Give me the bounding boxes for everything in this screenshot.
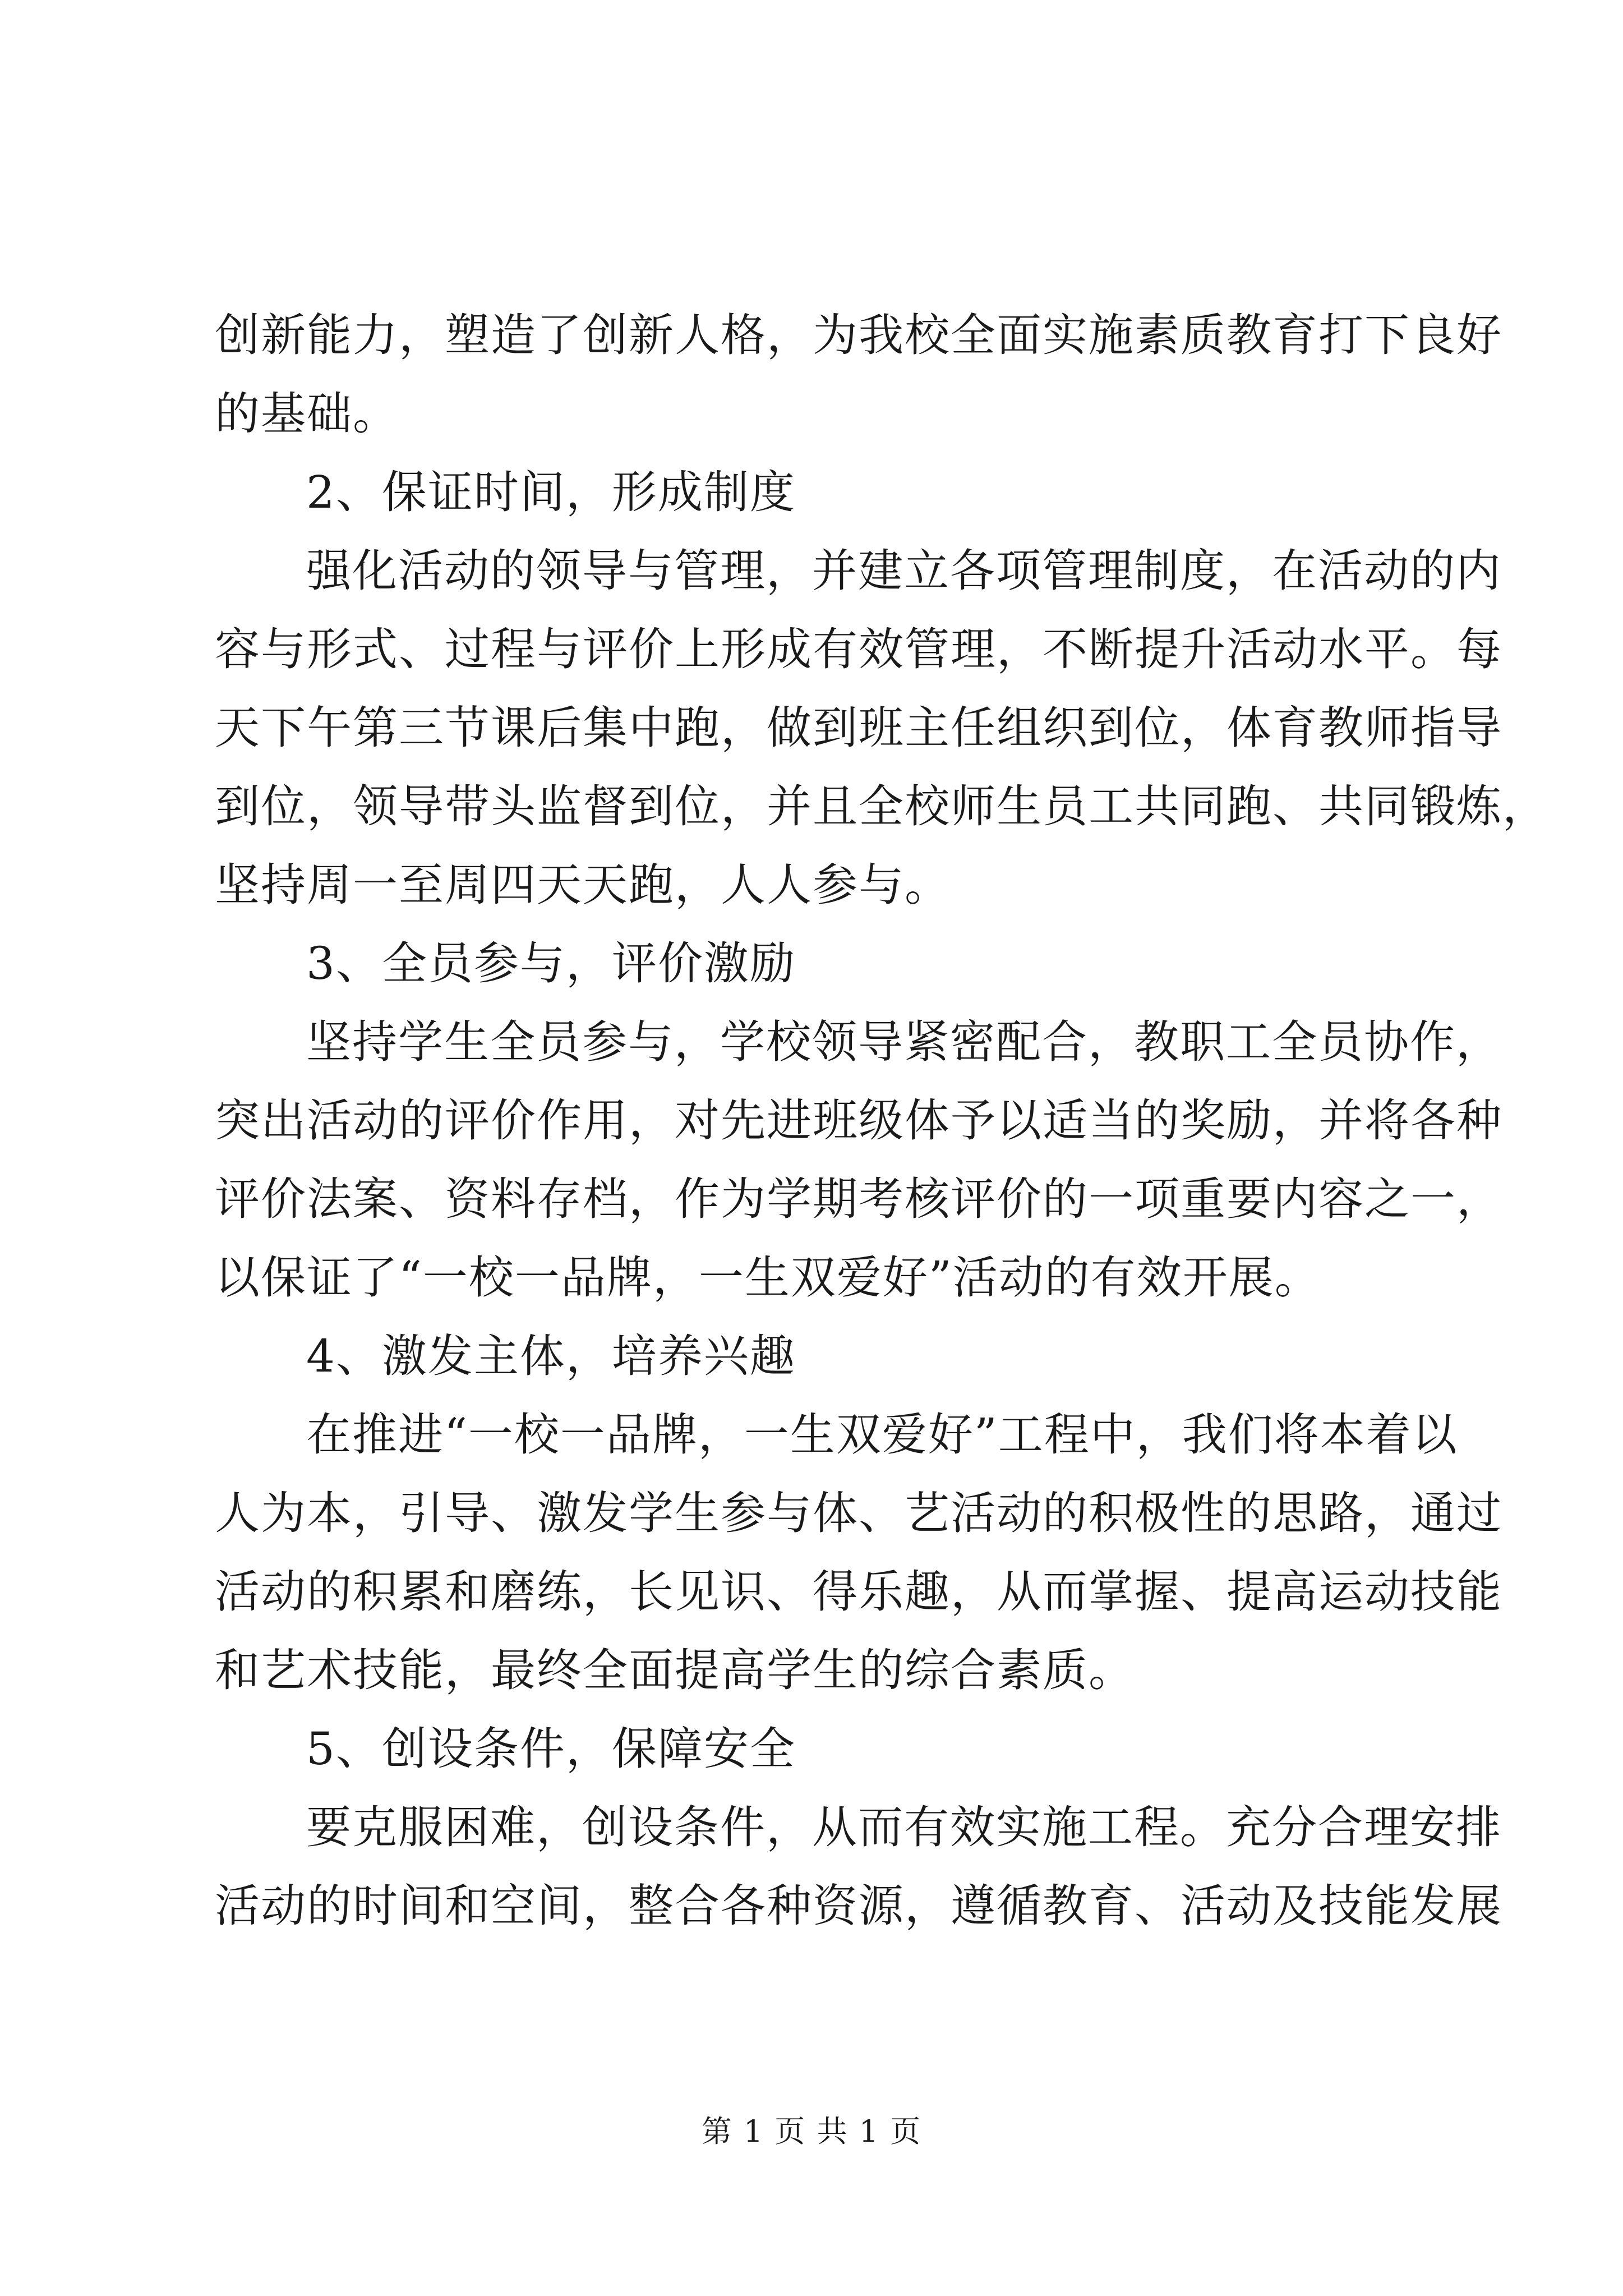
text-line: 以保证了“一校一品牌，一生双爱好”活动的有效开展。: [215, 1251, 1321, 1304]
section-heading: 5、创设条件，保障安全: [306, 1723, 796, 1775]
text-line: 突出活动的评价作用，对先进班级体予以适当的奖励，并将各种: [215, 1094, 1502, 1147]
text-line: 强化活动的领导与管理，并建立各项管理制度，在活动的内: [306, 545, 1502, 597]
section-heading: 4、激发主体，培养兴趣: [306, 1330, 796, 1382]
body-text: [215, 296, 1548, 1945]
text-line: 容与形式、过程与评价上形成有效管理，不断提升活动水平。每: [215, 623, 1502, 675]
page-number-label: 第 1 页 共 1 页: [701, 2114, 922, 2149]
text-line: 活动的积累和磨练，长见识、得乐趣，从而掌握、提高运动技能: [215, 1566, 1502, 1618]
page-footer: [0, 2109, 1623, 2154]
section-heading: 2、保证时间，形成制度: [306, 466, 796, 518]
text-line: 和艺术技能，最终全面提高学生的综合素质。: [215, 1644, 1135, 1696]
section-heading: 3、全员参与，评价激励: [306, 937, 796, 990]
text-line: 评价法案、资料存档，作为学期考核评价的一项重要内容之一，: [215, 1173, 1502, 1225]
text-line: 坚持周一至周四天天跑，人人参与。: [215, 859, 951, 911]
text-line: 的基础。: [215, 388, 399, 440]
text-line: 人为本，引导、激发学生参与体、艺活动的积极性的思路，通过: [215, 1487, 1502, 1539]
text-line: 活动的时间和空间，整合各种资源，遵循教育、活动及技能发展: [215, 1880, 1502, 1932]
text-line: 天下午第三节课后集中跑，做到班主任组织到位，体育教师指导: [215, 702, 1502, 754]
text-line: 在推进“一校一品牌，一生双爱好”工程中，我们将本着以: [306, 1409, 1458, 1461]
text-line: 创新能力，塑造了创新人格，为我校全面实施素质教育打下良好: [215, 309, 1502, 361]
text-line: 坚持学生全员参与，学校领导紧密配合，教职工全员协作，: [306, 1016, 1502, 1068]
text-line: 要克服困难，创设条件，从而有效实施工程。充分合理安排: [306, 1801, 1502, 1853]
text-line: 到位，领导带头监督到位，并且全校师生员工共同跑、共同锻炼，: [215, 780, 1548, 832]
